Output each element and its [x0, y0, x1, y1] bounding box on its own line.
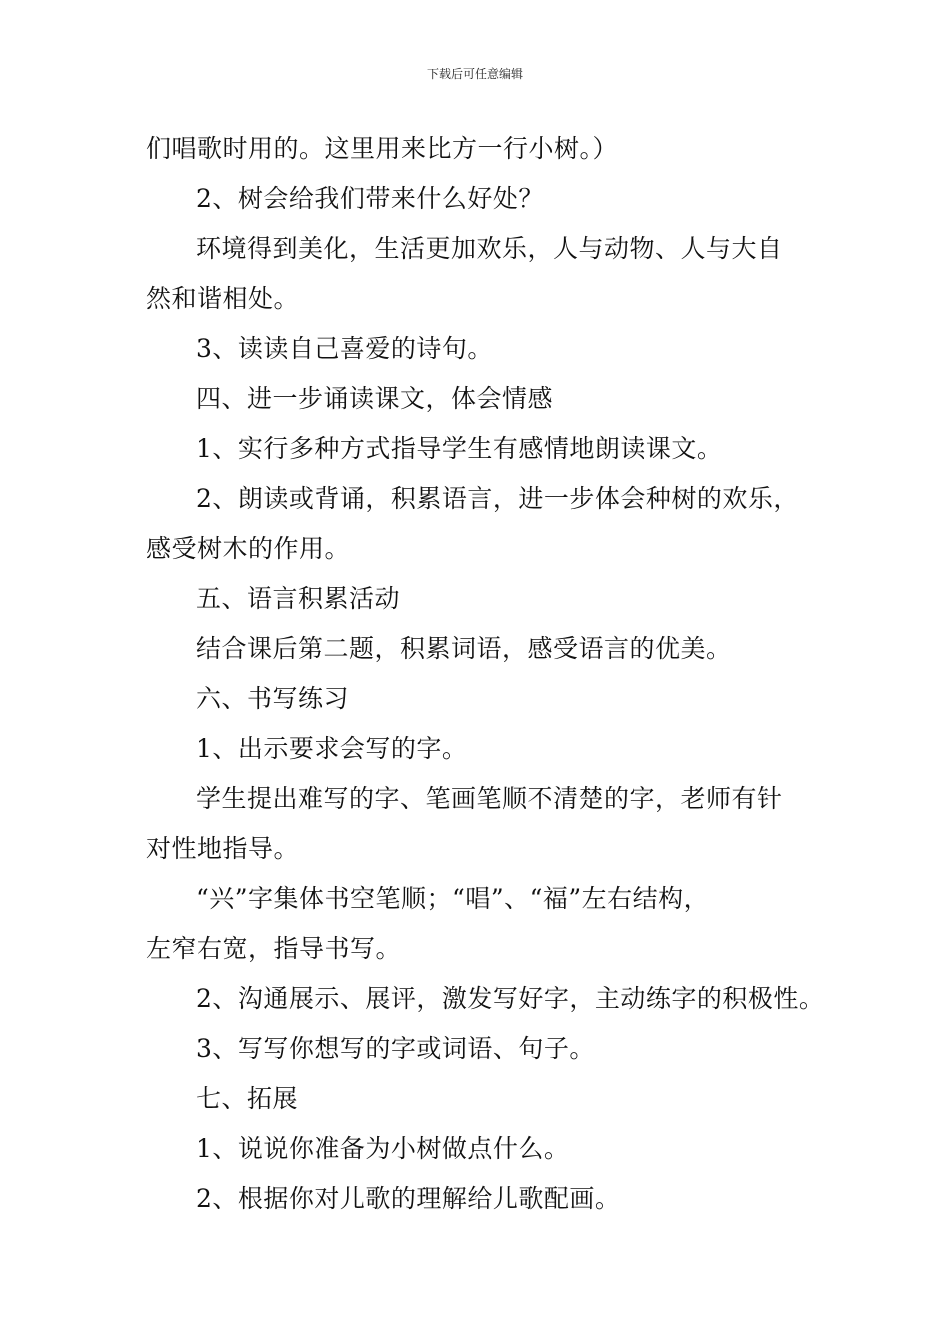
section-heading-7: 七、拓展 [196, 1084, 299, 1113]
text-line-7: 1、实行多种方式指导学生有感情地朗读课文。 [196, 434, 723, 463]
text-line-19: 3、写写你想写的字或词语、句子。 [196, 1034, 595, 1063]
text-line-16: “兴”字集体书空笔顺；“唱”、“福”左右结构， [196, 884, 710, 913]
section-heading-6: 六、书写练习 [196, 684, 350, 713]
text-line-15: 对性地指导。 [146, 834, 300, 863]
text-line-2: 2、树会给我们带来什么好处？ [196, 184, 544, 213]
section-heading-5: 五、语言积累活动 [196, 584, 401, 613]
text-line-1: 们唱歌时用的。这里用来比方一行小树。） [146, 134, 619, 163]
document-body [146, 124, 825, 1224]
section-heading-4: 四、进一步诵读课文，体会情感 [196, 384, 554, 413]
text-line-21: 1、说说你准备为小树做点什么。 [196, 1134, 570, 1163]
text-line-4: 然和谐相处。 [146, 284, 300, 313]
text-line-22: 2、根据你对儿歌的理解给儿歌配画。 [196, 1184, 621, 1213]
text-line-13: 1、出示要求会写的字。 [196, 734, 468, 763]
text-line-9: 感受树木的作用。 [146, 534, 351, 563]
text-line-14: 学生提出难写的字、笔画笔顺不清楚的字，老师有针 [196, 784, 783, 813]
text-line-11: 结合课后第二题，积累词语，感受语言的优美。 [196, 634, 732, 663]
text-line-8: 2、朗读或背诵，积累语言，进一步体会种树的欢乐， [196, 484, 799, 513]
text-line-17: 左窄右宽，指导书写。 [146, 934, 402, 963]
page-header: 下载后可任意编辑 [426, 67, 523, 81]
text-line-3: 环境得到美化，生活更加欢乐，人与动物、人与大自 [196, 234, 783, 263]
text-line-5: 3、读读自己喜爱的诗句。 [196, 334, 493, 363]
text-line-18: 2、沟通展示、展评，激发写好字，主动练字的积极性。 [196, 984, 825, 1013]
